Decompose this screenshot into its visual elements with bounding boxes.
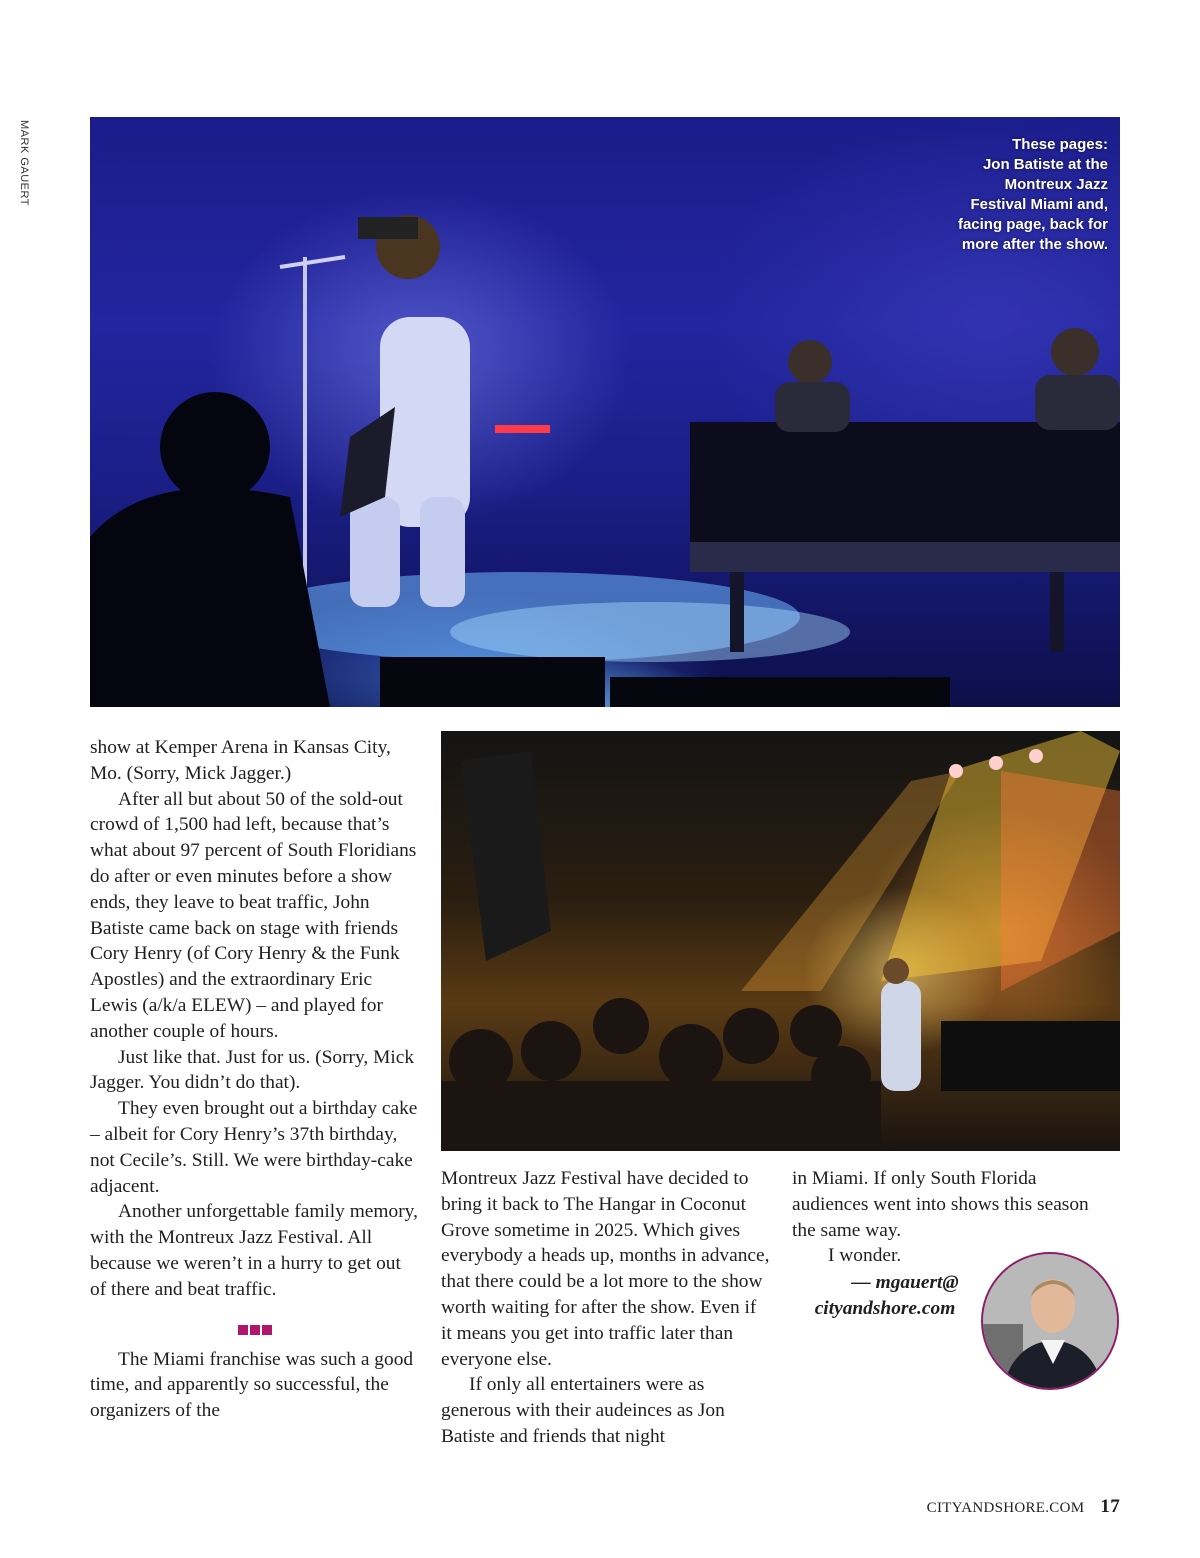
photo-credit: MARK GAUERT <box>18 120 30 206</box>
section-divider <box>90 1317 420 1329</box>
caption-line: Jon Batiste at the <box>982 156 1108 173</box>
author-signature <box>800 1270 970 1322</box>
page-number: 17 <box>1100 1496 1120 1517</box>
paragraph: I wonder. <box>828 1245 902 1267</box>
paragraph: After all but about 50 of the sold-out crowd of 1,500 had left, because that’s what about 97 percent of South Floridians do after or even minutes before a show ends, they leave to beat traffic, John Batiste came back on stage with friends Cory Henry (of Cory Henry & the Funk Apostles) and the extraordinary Eric Lewis (a/k/a ELEW) – and played for another couple of hours. <box>90 788 417 1042</box>
photo-caption <box>908 135 1108 255</box>
paragraph: The Miami franchise was such a good time, and apparently so successful, the organizers of the <box>90 1348 414 1422</box>
concert-crowd-illustration <box>441 731 1120 1151</box>
signature-email-line1: — mgauert@ <box>851 1272 959 1293</box>
caption-line: facing page, back for <box>957 216 1108 233</box>
caption-line: Festival Miami and, <box>970 196 1108 213</box>
concert-photo-top <box>90 117 1120 707</box>
paragraph: Another unforgettable family memory, with the Montreux Jazz Festival. All because we weren’t in a hurry to get out of there and beat traffic. <box>90 1201 418 1300</box>
paragraph: If only all entertainers were as generous with their audeinces as Jon Batiste and friends that night <box>441 1374 725 1447</box>
paragraph: in Miami. If only South Florida audiences went into shows this season the same way. <box>792 1168 1089 1241</box>
caption-line: more after the show. <box>961 236 1108 253</box>
paragraph: Montreux Jazz Festival have decided to bring it back to The Hangar in Coconut Grove sometime in 2025. Which gives everybody a heads up, months in advance, that there could be a lot more to the show worth waiting for after the show. Even if it means you get into traffic later than everyone else. <box>441 1168 770 1370</box>
article-column-2 <box>441 1166 771 1450</box>
article-column-1 <box>90 735 420 1424</box>
caption-line: These pages: <box>1012 136 1108 153</box>
footer-site: CITYANDSHORE.COM <box>926 1500 1085 1516</box>
concert-photo-bottom <box>441 731 1120 1151</box>
signature-email-line2: cityandshore.com <box>814 1297 956 1319</box>
paragraph: show at Kemper Arena in Kansas City, Mo. (Sorry, Mick Jagger.) <box>90 737 391 784</box>
page-footer <box>927 1496 1120 1518</box>
author-headshot <box>981 1252 1119 1390</box>
paragraph: Just like that. Just for us. (Sorry, Mick Jagger. You didn’t do that). <box>90 1046 415 1094</box>
paragraph: They even brought out a birthday cake – albeit for Cory Henry’s 37th birthday, not Cecile’s. Still. We were birthday-cake adjacent. <box>90 1098 418 1197</box>
author-portrait-illustration <box>983 1254 1117 1388</box>
caption-line: Montreux Jazz <box>1004 176 1108 193</box>
